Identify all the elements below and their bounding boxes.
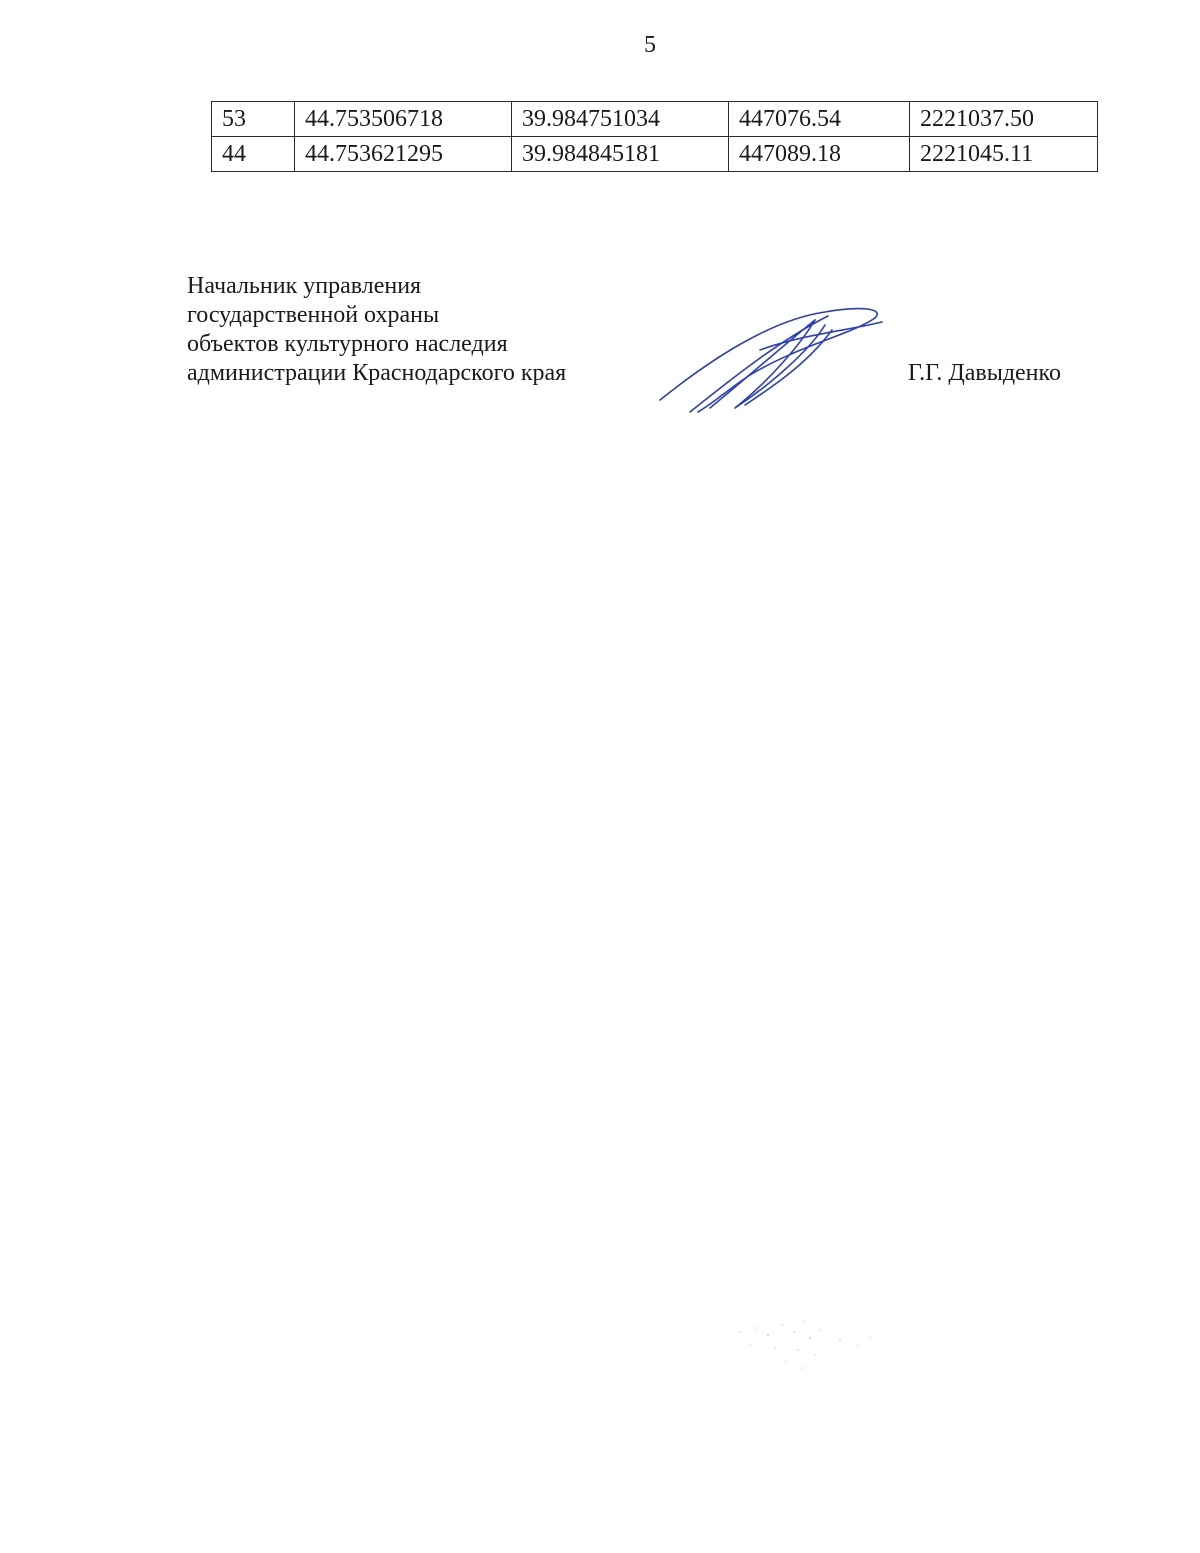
coordinates-table bbox=[211, 101, 1098, 172]
table-row bbox=[212, 102, 1098, 137]
signer-name: Г.Г. Давыденко bbox=[908, 360, 1061, 386]
table-cell-point: 44 bbox=[212, 137, 295, 172]
table-cell-longitude: 39.984845181 bbox=[512, 137, 729, 172]
scan-speckles bbox=[720, 1310, 920, 1390]
table-cell-latitude: 44.753506718 bbox=[295, 102, 512, 137]
table-cell-latitude: 44.753621295 bbox=[295, 137, 512, 172]
signer-position-line: Начальник управления bbox=[187, 273, 422, 299]
table-cell-y: 2221045.11 bbox=[910, 137, 1098, 172]
signer-position-line: государственной охраны bbox=[187, 302, 440, 328]
signer-position-line: объектов культурного наследия bbox=[187, 331, 508, 357]
table-cell-x: 447089.18 bbox=[729, 137, 910, 172]
page-number: 5 bbox=[644, 32, 656, 58]
table-cell-longitude: 39.984751034 bbox=[512, 102, 729, 137]
table-cell-point: 53 bbox=[212, 102, 295, 137]
table-cell-x: 447076.54 bbox=[729, 102, 910, 137]
signer-position-line: администрации Краснодарского края bbox=[187, 360, 567, 386]
table-cell-y: 2221037.50 bbox=[910, 102, 1098, 137]
handwritten-signature bbox=[650, 290, 890, 420]
signer-position bbox=[187, 272, 566, 388]
table-row bbox=[212, 137, 1098, 172]
